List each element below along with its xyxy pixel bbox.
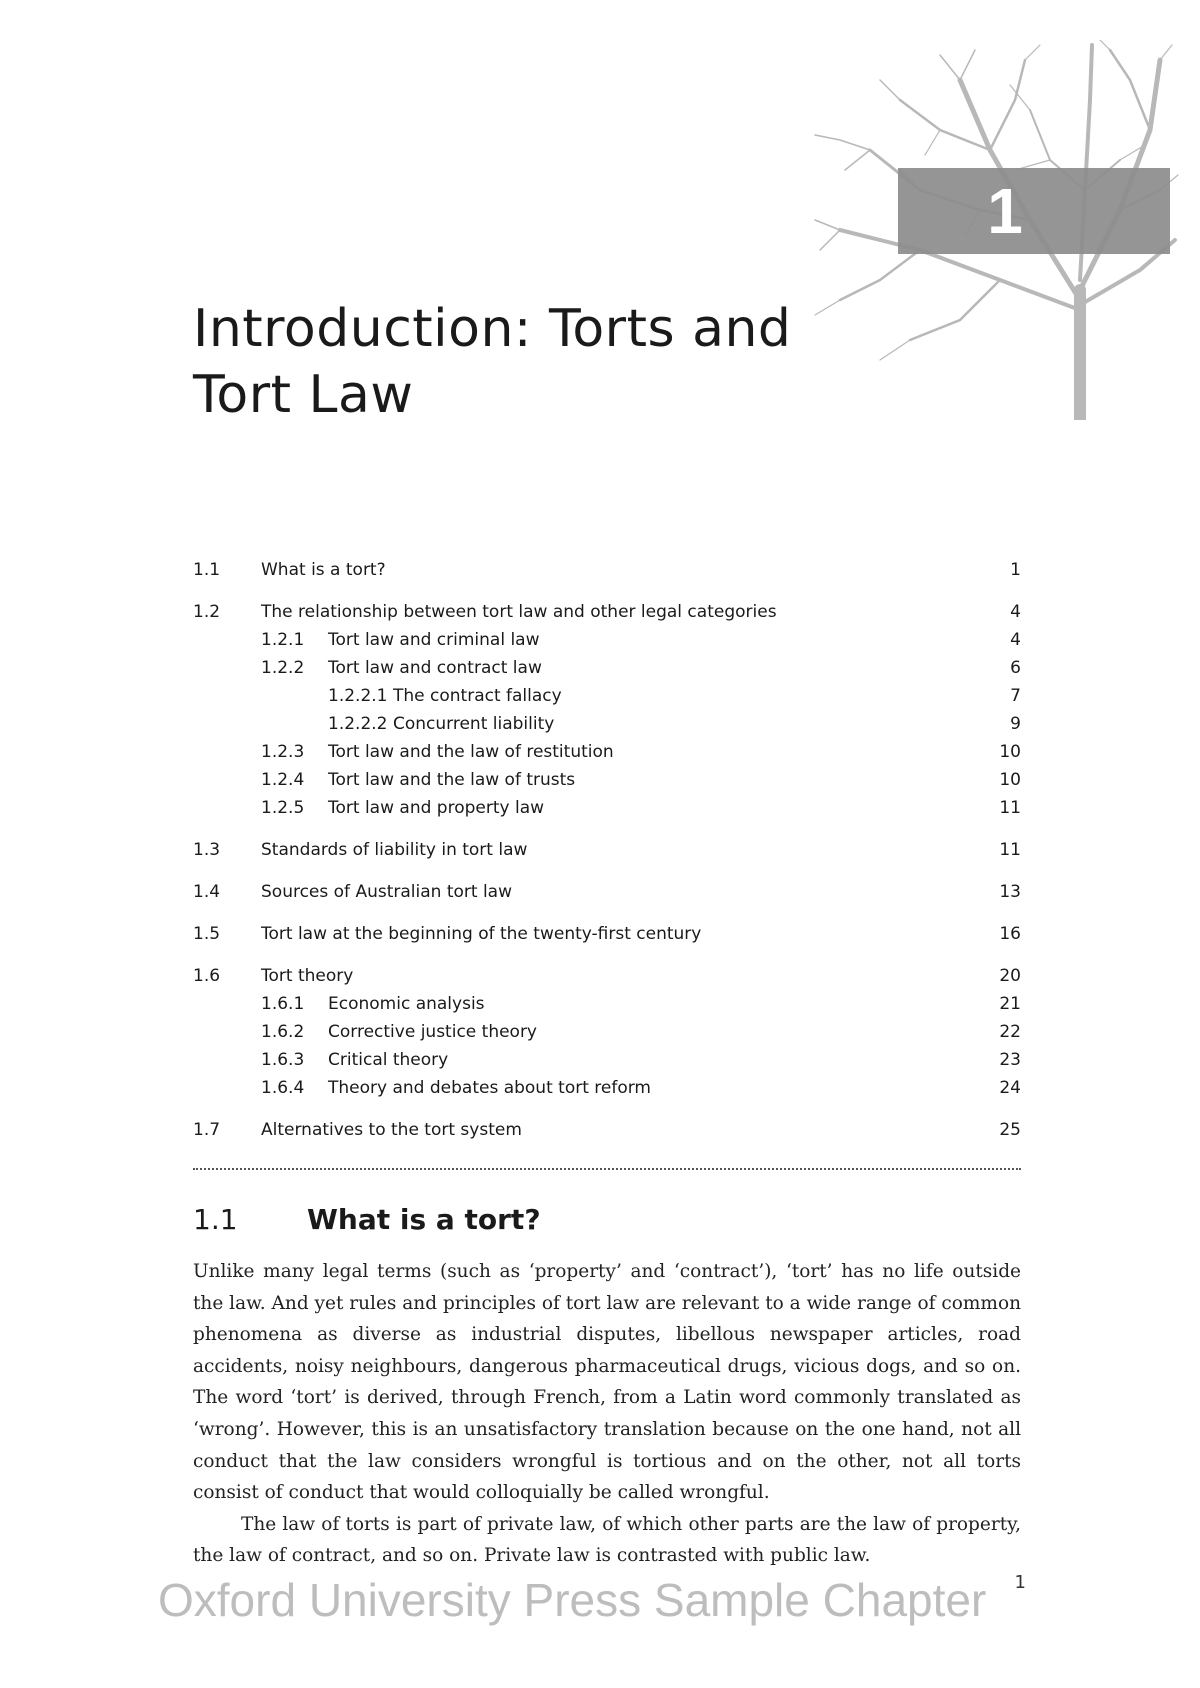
- toc-entry-title: Economic analysis: [328, 994, 485, 1014]
- toc-entry-page: 20: [999, 966, 1021, 986]
- toc-entry[interactable]: [193, 962, 1021, 990]
- toc-entry-number: 1.6.1: [261, 994, 305, 1014]
- toc-entry-title: Tort law and property law: [328, 798, 545, 818]
- toc-entry-number: 1.6.4: [261, 1078, 305, 1098]
- toc-entry-page: 7: [1010, 686, 1021, 706]
- toc-entry[interactable]: [193, 990, 1021, 1018]
- table-of-contents: [193, 556, 1021, 1144]
- toc-entry[interactable]: [193, 738, 1021, 766]
- toc-entry-number: 1.6.3: [261, 1050, 305, 1070]
- toc-entry-number: 1.7: [193, 1120, 221, 1140]
- toc-entry[interactable]: [193, 556, 1021, 584]
- toc-entry-page: 10: [999, 742, 1021, 762]
- section-number: 1.1: [193, 1203, 238, 1236]
- toc-entry-title: The contract fallacy: [393, 686, 562, 706]
- dotted-divider: [193, 1168, 1021, 1170]
- toc-entry-number: 1.2.2: [261, 658, 305, 678]
- toc-entry-title: What is a tort?: [261, 560, 386, 580]
- toc-entry-number: 1.6: [193, 966, 221, 986]
- toc-entry-number: 1.3: [193, 840, 221, 860]
- toc-entry-page: 11: [999, 798, 1021, 818]
- toc-entry-number: 1.2.4: [261, 770, 305, 790]
- toc-entry-title: Alternatives to the tort system: [261, 1120, 522, 1140]
- toc-entry-title: Sources of Australian tort law: [261, 882, 512, 902]
- toc-entry-number: 1.2: [193, 602, 221, 622]
- toc-entry-page: 16: [999, 924, 1021, 944]
- toc-entry-number: 1.6.2: [261, 1022, 305, 1042]
- toc-entry-number: 1.5: [193, 924, 221, 944]
- watermark: Oxford University Press Sample Chapter: [158, 1574, 987, 1626]
- toc-entry-page: 21: [999, 994, 1021, 1014]
- toc-entry-title: Concurrent liability: [393, 714, 555, 734]
- toc-entry-number: 1.2.1: [261, 630, 305, 650]
- toc-entry-number: 1.2.2.2: [328, 714, 388, 734]
- page-number: 1: [1014, 1572, 1026, 1593]
- chapter-title: Introduction: Torts and Tort Law: [193, 299, 792, 425]
- toc-entry[interactable]: [193, 654, 1021, 682]
- chapter-number: 1: [987, 175, 1023, 247]
- toc-entry-page: 4: [1010, 630, 1021, 650]
- toc-entry[interactable]: [193, 1074, 1021, 1102]
- toc-entry-title: The relationship between tort law and other legal categories: [261, 602, 777, 622]
- toc-entry[interactable]: [193, 1116, 1021, 1144]
- toc-entry[interactable]: [193, 710, 1021, 738]
- toc-entry-page: 1: [1010, 560, 1021, 580]
- toc-entry[interactable]: [193, 682, 1021, 710]
- toc-entry-title: Corrective justice theory: [328, 1022, 537, 1042]
- toc-entry-page: 10: [999, 770, 1021, 790]
- toc-entry-title: Critical theory: [328, 1050, 449, 1070]
- toc-entry[interactable]: [193, 1046, 1021, 1074]
- toc-entry-number: 1.2.5: [261, 798, 305, 818]
- toc-entry[interactable]: [193, 836, 1021, 864]
- toc-entry[interactable]: [193, 920, 1021, 948]
- body-paragraph: Unlike many legal terms (such as ‘property’ and ‘contract’), ‘tort’ has no life outside the law. And yet rules and principles of tort law are relevant to a wide range of common phenomena as diverse as industrial disputes, libellous newspaper articles, road accidents, noisy neighbours, dangerous pharmaceutical drugs, vicious dogs, and so on. The word ‘tort’ is derived, through French, from a Latin word commonly translated as ‘wrong’. However, this is an unsatisfactory translation because on the one hand, not all conduct that the law considers wrongful is tortious and on the other, not all torts consist of conduct that would colloquially be called wrongful.: [193, 1261, 1021, 1504]
- toc-entry-title: Tort law and the law of restitution: [328, 742, 614, 762]
- toc-entry-number: 1.4: [193, 882, 221, 902]
- toc-entry-page: 23: [999, 1050, 1021, 1070]
- toc-entry-page: 13: [999, 882, 1021, 902]
- toc-entry-number: 1.2.2.1: [328, 686, 388, 706]
- body-text: [193, 1256, 1021, 1572]
- toc-entry-page: 9: [1010, 714, 1021, 734]
- toc-entry-page: 6: [1010, 658, 1021, 678]
- toc-entry-title: Tort law and criminal law: [328, 630, 540, 650]
- toc-entry-title: Standards of liability in tort law: [261, 840, 528, 860]
- toc-entry-page: 22: [999, 1022, 1021, 1042]
- toc-entry-page: 25: [999, 1120, 1021, 1140]
- toc-entry-page: 4: [1010, 602, 1021, 622]
- section-heading: [193, 1200, 1021, 1240]
- toc-entry[interactable]: [193, 766, 1021, 794]
- toc-entry-page: 11: [999, 840, 1021, 860]
- toc-entry[interactable]: [193, 794, 1021, 822]
- toc-entry[interactable]: [193, 878, 1021, 906]
- toc-entry[interactable]: [193, 626, 1021, 654]
- toc-entry-number: 1.1: [193, 560, 221, 580]
- toc-entry-title: Tort theory: [261, 966, 354, 986]
- toc-entry-title: Tort law at the beginning of the twenty-first century: [261, 924, 702, 944]
- section-title: What is a tort?: [307, 1203, 541, 1236]
- toc-entry[interactable]: [193, 598, 1021, 626]
- toc-entry-title: Tort law and the law of trusts: [328, 770, 576, 790]
- body-paragraph: The law of torts is part of private law, of which other parts are the law of property, the law of contract, and so on. Private law is contrasted with public law.: [193, 1513, 1021, 1567]
- toc-entry-title: Tort law and contract law: [328, 658, 542, 678]
- toc-entry[interactable]: [193, 1018, 1021, 1046]
- toc-entry-number: 1.2.3: [261, 742, 305, 762]
- toc-entry-page: 24: [999, 1078, 1021, 1098]
- toc-entry-title: Theory and debates about tort reform: [328, 1078, 651, 1098]
